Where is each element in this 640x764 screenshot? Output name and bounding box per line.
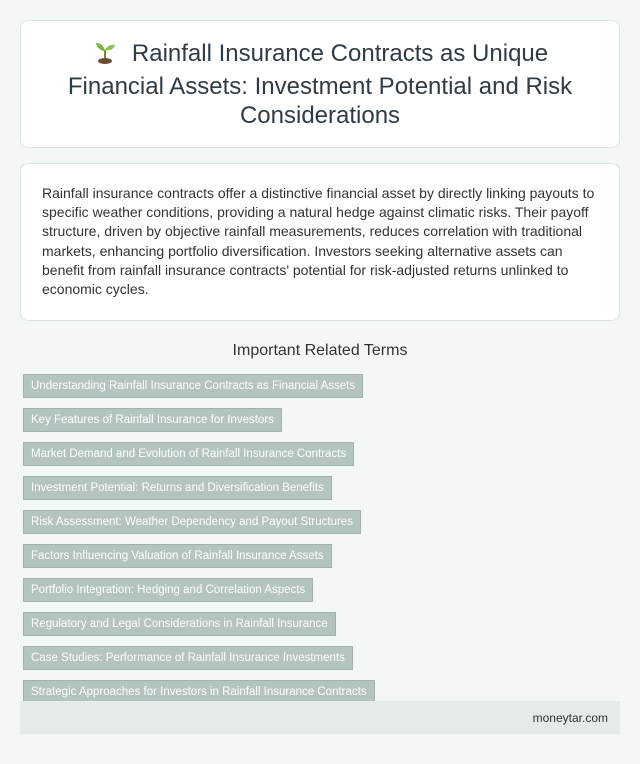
related-term-tag[interactable]: Risk Assessment: Weather Dependency and Payout Structures (23, 510, 361, 534)
related-term-tag[interactable]: Regulatory and Legal Considerations in Rainfall Insurance (23, 612, 336, 636)
sprout-icon (92, 39, 118, 72)
related-terms-heading: Important Related Terms (232, 342, 408, 359)
related-terms-list (23, 374, 375, 714)
page-title (51, 39, 589, 130)
summary-card (20, 163, 620, 321)
related-term-tag[interactable]: Strategic Approaches for Investors in Rainfall Insurance Contracts (23, 680, 375, 704)
related-term-tag[interactable]: Market Demand and Evolution of Rainfall Insurance Contracts (23, 442, 354, 466)
related-term-tag[interactable]: Factors Influencing Valuation of Rainfall Insurance Assets (23, 544, 332, 568)
related-term-tag[interactable]: Key Features of Rainfall Insurance for Investors (23, 408, 282, 432)
related-term-tag[interactable]: Understanding Rainfall Insurance Contracts as Financial Assets (23, 374, 363, 398)
footer (20, 701, 620, 734)
related-term-tag[interactable]: Investment Potential: Returns and Diversification Benefits (23, 476, 332, 500)
page-title-text: Rainfall Insurance Contracts as Unique Financial Assets: Investment Potential and Risk Considerations (67, 39, 573, 129)
related-term-tag[interactable]: Portfolio Integration: Hedging and Correlation Aspects (23, 578, 313, 602)
related-term-tag[interactable]: Case Studies: Performance of Rainfall Insurance Investments (23, 646, 353, 670)
summary-text: Rainfall insurance contracts offer a distinctive financial asset by directly linking payouts to specific weather conditions, providing a natural hedge against climatic risks. Their payoff structure, driven by objective rainfall measurements, reduces correlation with traditional markets, enhancing portfolio diversification. Investors seeking alternative assets can benefit from rainfall insurance contracts' potential for risk-adjusted returns unlinked to economic cycles. (42, 185, 595, 298)
footer-site-link[interactable]: moneytar.com (532, 710, 608, 725)
title-card (20, 20, 620, 148)
